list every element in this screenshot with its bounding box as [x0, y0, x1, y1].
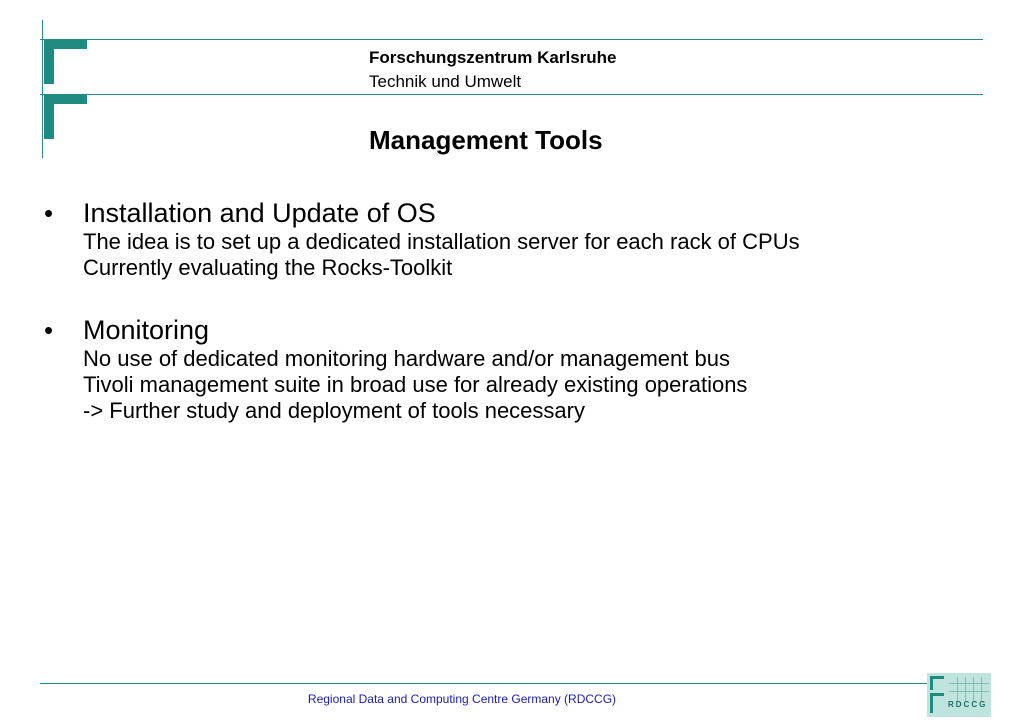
- rdccg-logo-text: RDCCG: [948, 700, 988, 709]
- bullet-line: Tivoli management suite in broad use for already existing operations: [83, 372, 748, 397]
- bullet-heading: Installation and Update of OS: [83, 198, 436, 228]
- bullet-heading: Monitoring: [83, 315, 210, 345]
- slide-title: Management Tools: [369, 125, 603, 155]
- footer-text-wrap: [0, 692, 1024, 706]
- header-middle-rule: [40, 94, 983, 95]
- header-vertical-rule: [42, 20, 43, 158]
- org-name: Forschungszentrum Karlsruhe: [369, 48, 617, 67]
- footer-rule: [40, 683, 927, 684]
- bullet-installation: [44, 197, 1004, 287]
- bullet-symbol: •: [44, 315, 54, 345]
- bullet-line: No use of dedicated monitoring hardware and/or management bus: [83, 346, 730, 371]
- bullet-symbol: •: [44, 198, 54, 228]
- bullet-line: Currently evaluating the Rocks-Toolkit: [83, 255, 453, 280]
- bullet-monitoring: [44, 314, 1004, 434]
- bullet-line: The idea is to set up a dedicated installation server for each rack of CPUs: [83, 229, 800, 254]
- footer-text: Regional Data and Computing Centre Germany (RDCCG): [307, 692, 617, 706]
- rdccg-logo: [927, 673, 991, 717]
- org-unit: Technik und Umwelt: [369, 72, 522, 91]
- bullet-line: -> Further study and deployment of tools necessary: [83, 398, 585, 423]
- header-top-rule: [40, 39, 983, 40]
